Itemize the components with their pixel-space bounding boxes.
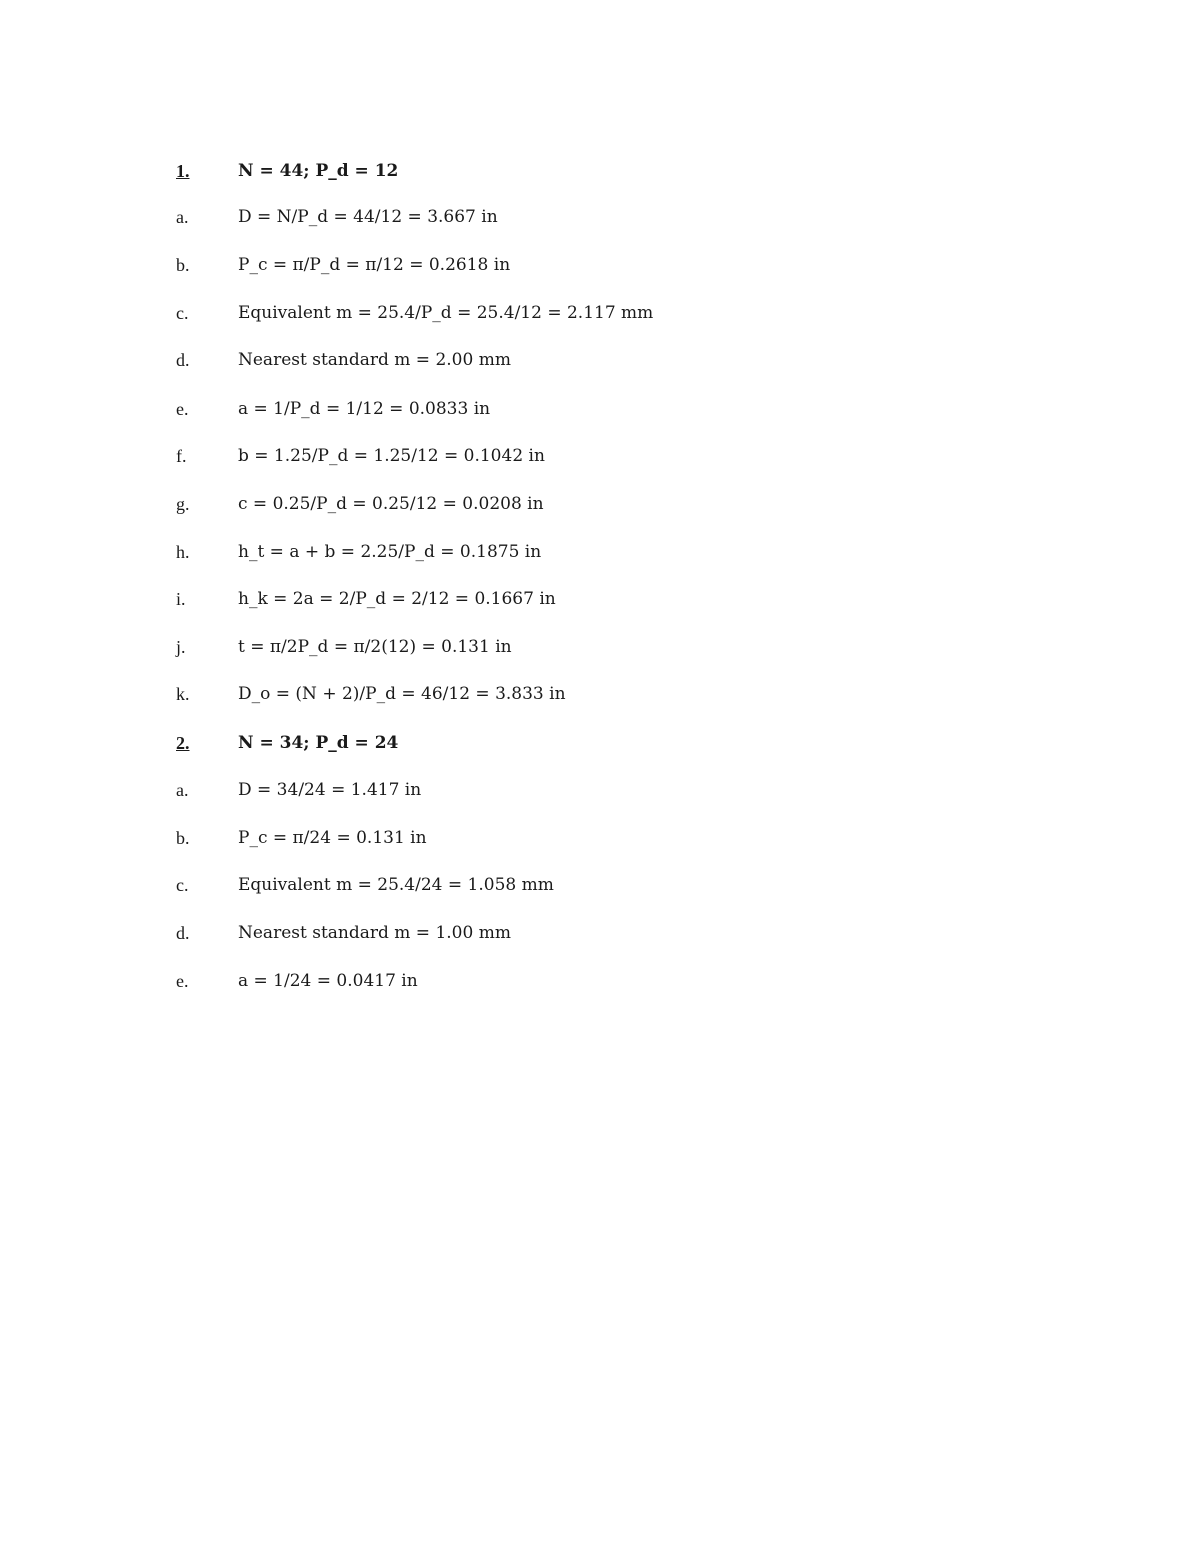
list-item: [0, 394, 1200, 424]
item-equation: a = 1/P_d = 1/12 = 0.0833 in: [238, 399, 491, 419]
item-equation: a = 1/24 = 0.0417 in: [238, 971, 418, 991]
section-header-equation: N = 44; P_d = 12: [238, 161, 399, 181]
list-item: [0, 202, 1200, 232]
item-equation: b = 1.25/P_d = 1.25/12 = 0.1042 in: [238, 446, 545, 466]
item-equation: D = 34/24 = 1.417 in: [238, 780, 422, 800]
item-label: d.: [176, 350, 190, 370]
item-label: b.: [176, 828, 190, 848]
list-item: [0, 775, 1200, 805]
list-item: [0, 489, 1200, 519]
list-item: [0, 345, 1200, 375]
item-label: h.: [176, 542, 190, 562]
list-item: [0, 632, 1200, 662]
item-equation: P_c = π/P_d = π/12 = 0.2618 in: [238, 255, 511, 275]
item-equation: Equivalent m = 25.4/24 = 1.058 mm: [238, 875, 554, 895]
list-item: [0, 298, 1200, 328]
list-item: [0, 537, 1200, 567]
list-item: [0, 918, 1200, 948]
list-item: [0, 250, 1200, 280]
item-equation: c = 0.25/P_d = 0.25/12 = 0.0208 in: [238, 494, 544, 514]
item-label: a.: [176, 207, 189, 227]
item-equation: D_o = (N + 2)/P_d = 46/12 = 3.833 in: [238, 684, 566, 704]
section-2-header: [0, 728, 1200, 758]
item-equation: Equivalent m = 25.4/P_d = 25.4/12 = 2.117 mm: [238, 303, 654, 323]
item-equation: D = N/P_d = 44/12 = 3.667 in: [238, 207, 498, 227]
item-equation: h_k = 2a = 2/P_d = 2/12 = 0.1667 in: [238, 589, 556, 609]
list-item: [0, 679, 1200, 709]
item-label: c.: [176, 303, 189, 323]
item-equation: Nearest standard m = 1.00 mm: [238, 923, 511, 943]
item-label: d.: [176, 923, 190, 943]
section-number: 2.: [176, 733, 190, 753]
item-equation: h_t = a + b = 2.25/P_d = 0.1875 in: [238, 542, 542, 562]
item-label: e.: [176, 971, 189, 991]
list-item: [0, 966, 1200, 996]
item-label: k.: [176, 684, 190, 704]
item-label: a.: [176, 780, 189, 800]
section-1-header: [0, 156, 1200, 186]
list-item: [0, 823, 1200, 853]
list-item: [0, 441, 1200, 471]
list-item: [0, 584, 1200, 614]
item-equation: P_c = π/24 = 0.131 in: [238, 828, 427, 848]
item-label: g.: [176, 494, 190, 514]
section-header-equation: N = 34; P_d = 24: [238, 733, 399, 753]
item-equation: Nearest standard m = 2.00 mm: [238, 350, 511, 370]
item-label: e.: [176, 399, 189, 419]
item-label: c.: [176, 875, 189, 895]
section-number: 1.: [176, 161, 190, 181]
item-label: f.: [176, 446, 187, 466]
item-label: b.: [176, 255, 190, 275]
list-item: [0, 870, 1200, 900]
item-label: i.: [176, 589, 186, 609]
item-label: j.: [176, 637, 186, 657]
item-equation: t = π/2P_d = π/2(12) = 0.131 in: [238, 637, 512, 657]
